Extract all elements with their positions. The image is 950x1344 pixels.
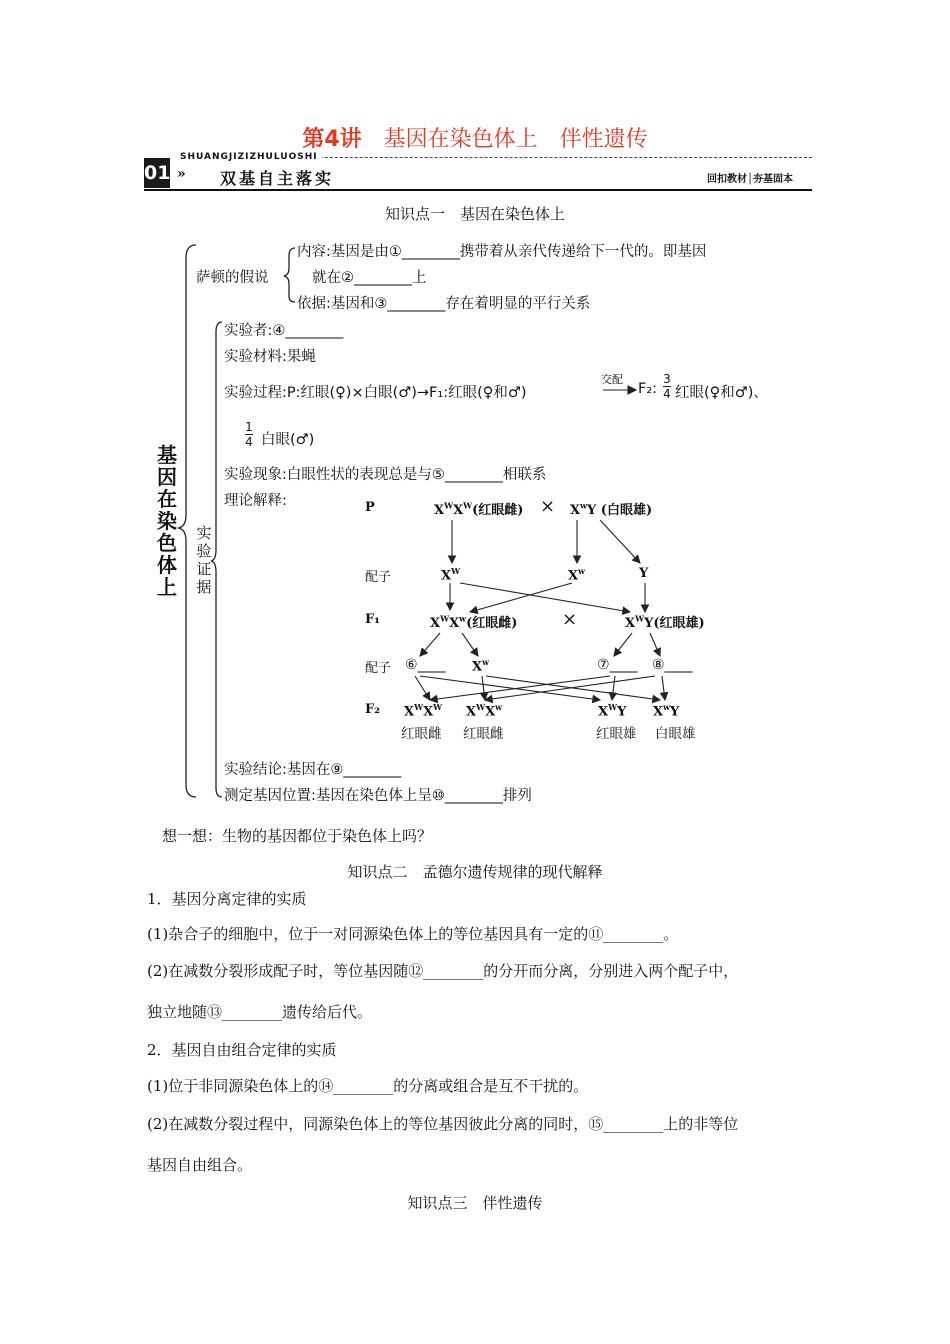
kp2-s2: 2．基因自由组合定律的实质 (147, 1041, 337, 1059)
p-male: $X^wY$ (白眼雄) (570, 500, 653, 518)
f2-geno-2: $X^WX^w$ (466, 702, 503, 720)
kp2-s1b-1: (2)在减数分裂形成配子时，等位基因随⑫________的分开而分离，分别进入两个配子中， (147, 962, 739, 980)
hypothesis-label: 萨顿的假说 (196, 270, 269, 286)
process-f2: F₂: (638, 381, 658, 397)
kp2-s1b-2: 独立地随⑬________遗传给后代。 (147, 1003, 373, 1021)
f2-pheno-4: 白眼雄 (655, 726, 696, 742)
blank-7: ⑦____ (597, 657, 638, 673)
row-gamete: 配子 (365, 570, 392, 585)
section-name: 双基自主落实 (220, 169, 335, 188)
think-question: 想一想：生物的基因都位于染色体上吗？ (162, 827, 433, 845)
conclusion: 实验结论:基因在⑨________ (224, 762, 402, 778)
process: 实验过程:P:红眼(♀)×白眼(♂)→F₁:红眼(♀和♂) (224, 385, 527, 401)
f2-pheno-3: 红眼雄 (596, 726, 637, 742)
kp1-heading: 知识点一 基因在染色体上 (384, 205, 565, 223)
chevron-icon: » (177, 166, 186, 182)
process-end: 红眼(♀和♂)、 (675, 385, 768, 401)
theory: 理论解释: (224, 493, 287, 509)
section-tag: 回扣教材│夯基固本 (707, 174, 794, 185)
main-vertical-label: 基因在染色体上 (157, 443, 177, 599)
row-f1: F₁ (365, 612, 380, 627)
phenomenon: 实验现象:白眼性状的表现总是与⑤________相联系 (224, 467, 547, 483)
p-female: $X^WX^W$(红眼雌) (434, 500, 524, 518)
section-pinyin: SHUANGJIZIZHULUOSHI (180, 152, 322, 162)
fraction-3-4: 3 4 (663, 372, 671, 401)
gamete-y: Y (639, 566, 649, 581)
hyp-content-2: 就在②________上 (312, 270, 427, 286)
hyp-content-1: 内容:基因是由①________携带着从亲代传递给下一代的。即基因 (297, 244, 707, 260)
row-gamete-2: 配子 (365, 661, 392, 676)
f1-male: $X^WY$(红眼雄) (625, 613, 705, 631)
cross-sign: × (540, 496, 556, 517)
row-p: P (365, 500, 375, 515)
f2-pheno-2: 红眼雌 (463, 726, 504, 742)
gamete-xw-lower: $X^w$ (568, 566, 585, 584)
kp2-s2b-2: 基因自由组合。 (147, 1156, 253, 1174)
kp3-heading: 知识点三 伴性遗传 (407, 1194, 543, 1212)
kp2-s1: 1．基因分离定律的实质 (147, 890, 307, 908)
f2-geno-1: $X^WX^W$ (404, 702, 443, 720)
gamete-xw-upper: $X^W$ (441, 566, 461, 584)
material: 实验材料:果蝇 (224, 349, 316, 365)
f1-female: $X^WX^w$(红眼雌) (430, 613, 518, 631)
white-eye: 白眼(♂) (261, 432, 315, 448)
experimenter: 实验者:④________ (224, 323, 344, 339)
hyp-basis: 依据:基因和③________存在着明显的平行关系 (297, 296, 591, 312)
exp-vertical-label: 实验证据 (196, 524, 212, 596)
row-f2: F₂ (365, 702, 380, 717)
blank-8: ⑧____ (652, 657, 693, 673)
kp2-heading: 知识点二 孟德尔遗传规律的现代解释 (347, 863, 603, 881)
section-badge: 01 (144, 158, 170, 188)
kp2-s2b-1: (2)在减数分裂过程中，同源染色体上的等位基因彼此分离的同时，⑮________上的非等位 (147, 1115, 739, 1133)
kp2-s1a: (1)杂合子的细胞中，位于一对同源染色体上的等位基因具有一定的⑪________。 (147, 925, 679, 943)
lesson-title: 第4讲 基因在染色体上 伴性遗传 (302, 127, 648, 152)
cross-sign-f1: × (562, 609, 578, 630)
process-arrow-label: 交配 (601, 373, 623, 386)
f2-pheno-1: 红眼雌 (401, 726, 442, 742)
blank-6: ⑥____ (405, 657, 446, 673)
gamete2-xw: $X^w$ (472, 657, 489, 675)
f2-geno-4: $X^wY$ (653, 702, 680, 720)
kp2-s2a: (1)位于非同源染色体上的⑭________的分离或组合是互不干扰的。 (147, 1077, 589, 1095)
locate: 测定基因位置:基因在染色体上呈⑩________排列 (224, 788, 532, 804)
f2-geno-3: $X^WY$ (598, 702, 627, 720)
fraction-1-4: 1 4 (245, 420, 253, 449)
